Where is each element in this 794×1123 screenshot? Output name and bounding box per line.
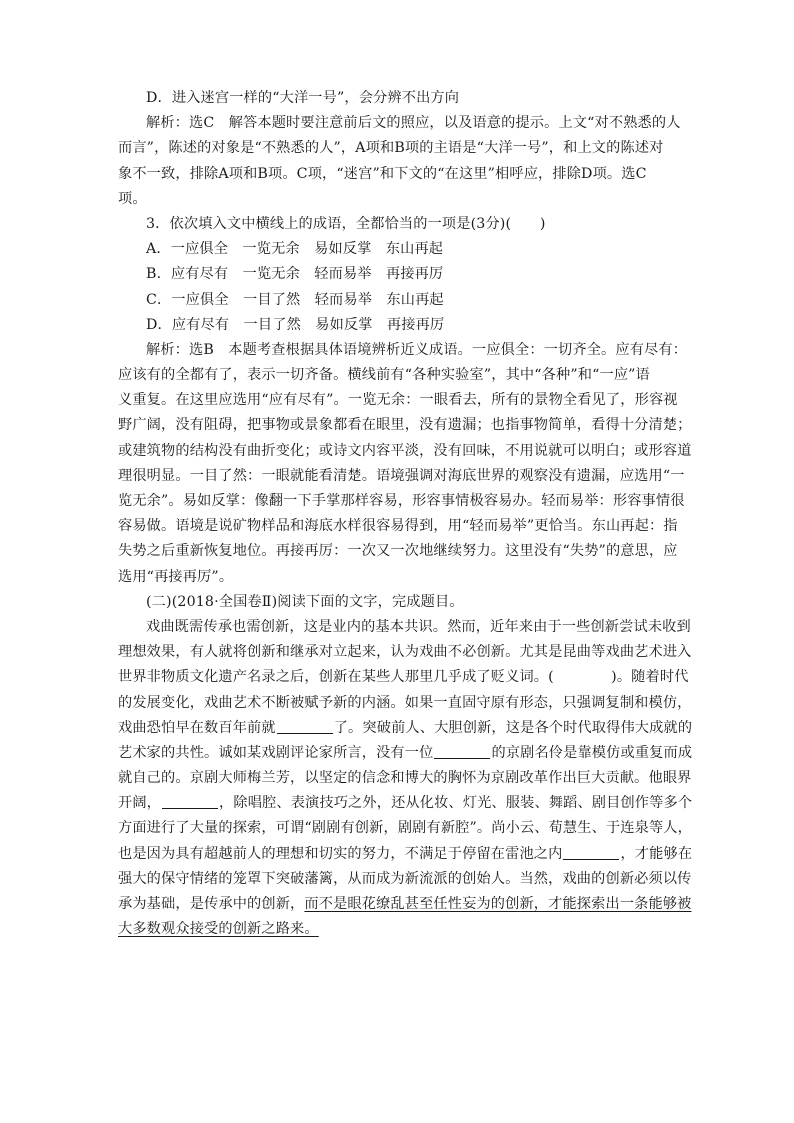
passage-text: 戏曲恐怕早在数百年前就	[118, 719, 276, 736]
passage-text: 承为基础，是传承中的创新，	[118, 896, 305, 912]
q2-analysis-line: 而言”，陈述的对象是“不熟悉的人”，A项和B项的主语是“大洋一号”，和上文的陈述对	[118, 140, 664, 157]
passage-line	[118, 791, 693, 816]
q3-analysis-line: 应该有的全都有了，表示一切齐备。横线前有“各种实验室”，其中“各种”和“一应”语	[118, 367, 650, 384]
passage-text: 开阔，	[118, 795, 162, 812]
passage-line: 强大的保守情绪的笼罩下突破藩篱，从而成为新流派的创始人。当然，戏曲的创新必须以传	[118, 870, 692, 887]
q3-analysis-line: 野广阔，没有阻碍，把事物或景象都看在眼里，没有遗漏；也指事物简单，看得十分清楚；	[118, 417, 692, 434]
q3-analysis-line: 失势之后重新恢复地位。再接再厉：一次又一次地继续努力。这里没有“失势”的意思，应	[118, 543, 678, 560]
passage-text: 艺术家的共性。诚如某戏剧评论家所言，没有一位	[118, 744, 434, 761]
q3-analysis-line: 解析：选B 本题考查根据具体语境辨析近义成语。一应俱全：一切齐全。应有尽有：	[146, 341, 688, 358]
passage-line: 戏曲既需传承也需创新，这是业内的基本共识。然而，近年来由于一些创新尝试未收到	[146, 618, 691, 635]
document-page	[118, 86, 693, 942]
underlined-sentence: 而不是眼花缭乱甚至任性妄为的创新，才能探索出一条能够被	[304, 896, 692, 912]
fill-blank	[162, 794, 218, 809]
q3-analysis-line: 容易做。语境是说矿物样品和海底水样很容易得到，用“轻而易举”更恰当。东山再起：指	[118, 518, 678, 535]
passage-line	[118, 892, 692, 917]
passage-line	[118, 741, 693, 766]
q3-option-a: A．一应俱全 一览无余 易如反掌 东山再起	[146, 241, 444, 258]
passage-line: 理想效果，有人就将创新和继承对立起来，认为戏曲不必创新。尤其是昆曲等戏曲艺术进入	[118, 644, 692, 661]
q3-analysis-line: 选用“再接再厉”。	[118, 568, 234, 585]
passage-text: ，才能够在	[620, 845, 693, 862]
fill-blank	[277, 719, 333, 734]
q3-option-c: C．一应俱全 一目了然 轻而易举 东山再起	[146, 291, 444, 308]
section-heading: (二)(2018·全国卷Ⅱ)阅读下面的文字，完成题目。	[146, 593, 464, 610]
q2-analysis-line: 解析：选C 解答本题时要注意前后文的照应，以及语意的提示。上文“对不熟悉的人	[146, 115, 681, 132]
q2-analysis-line: 项。	[118, 190, 147, 207]
passage-line: 世界非物质文化遗产名录之后，创新在某些人那里几乎成了贬义词。( )。随着时代	[118, 669, 689, 686]
q3-analysis-line: 或建筑物的结构没有曲折变化；或诗文内容平淡，没有回味，不用说就可以明白；或形容道	[118, 442, 692, 459]
passage-line	[118, 842, 693, 867]
fill-blank	[434, 744, 490, 759]
q3-analysis-line: 义重复。在这里应选用“应有尽有”。一览无余：一眼看去，所有的景物全看见了，形容视	[118, 392, 678, 409]
passage-line: 就自己的。京剧大师梅兰芳，以坚定的信念和博大的胸怀为京剧改革作出巨大贡献。他眼界	[118, 770, 692, 787]
passage-line: 的发展变化，戏曲艺术不断被赋予新的内涵。如果一直固守原有形态，只强调复制和模仿，	[118, 694, 692, 711]
passage-line: 方面进行了大量的探索，可谓“剧剧有创新，剧剧有新腔”。尚小云、荀慧生、于连泉等人，	[118, 820, 692, 837]
passage-text: 了。突破前人、大胆创新，这是各个时代取得伟大成就的	[333, 719, 693, 736]
q3-analysis-line: 览无余”。易如反掌：像翻一下手掌那样容易，形容事情极容易办。轻而易举：形容事情很	[118, 493, 685, 509]
passage-line	[118, 716, 693, 741]
q3-option-b: B．应有尽有 一览无余 轻而易举 再接再厉	[146, 266, 444, 283]
passage-text: ，除唱腔、表演技巧之外，还从化妆、灯光、服装、舞蹈、剧目创作等多个	[219, 795, 693, 812]
q3-stem: 3．依次填入文中横线上的成语，全都恰当的一项是(3分)( )	[146, 215, 546, 232]
passage-text: 也是因为具有超越前人的理想和切实的努力，不满足于停留在雷池之内	[118, 845, 563, 862]
q2-analysis-line: 象不一致，排除A项和B项。C项，“迷宫”和下文的“在这里”相呼应，排除D项。选C	[118, 165, 647, 182]
q3-analysis-line: 理很明显。一目了然：一眼就能看清楚。语境强调对海底世界的观察没有遗漏，应选用“一	[118, 467, 685, 484]
underlined-sentence: 大多数观众接受的创新之路来。	[118, 921, 319, 938]
q3-option-d: D．应有尽有 一目了然 易如反掌 再接再厉	[146, 316, 445, 333]
fill-blank	[563, 845, 619, 860]
q2-option-d: D．进入迷宫一样的“大洋一号”，会分辨不出方向	[146, 90, 460, 106]
passage-text: 的京剧名伶是靠模仿或重复而成	[491, 744, 693, 761]
